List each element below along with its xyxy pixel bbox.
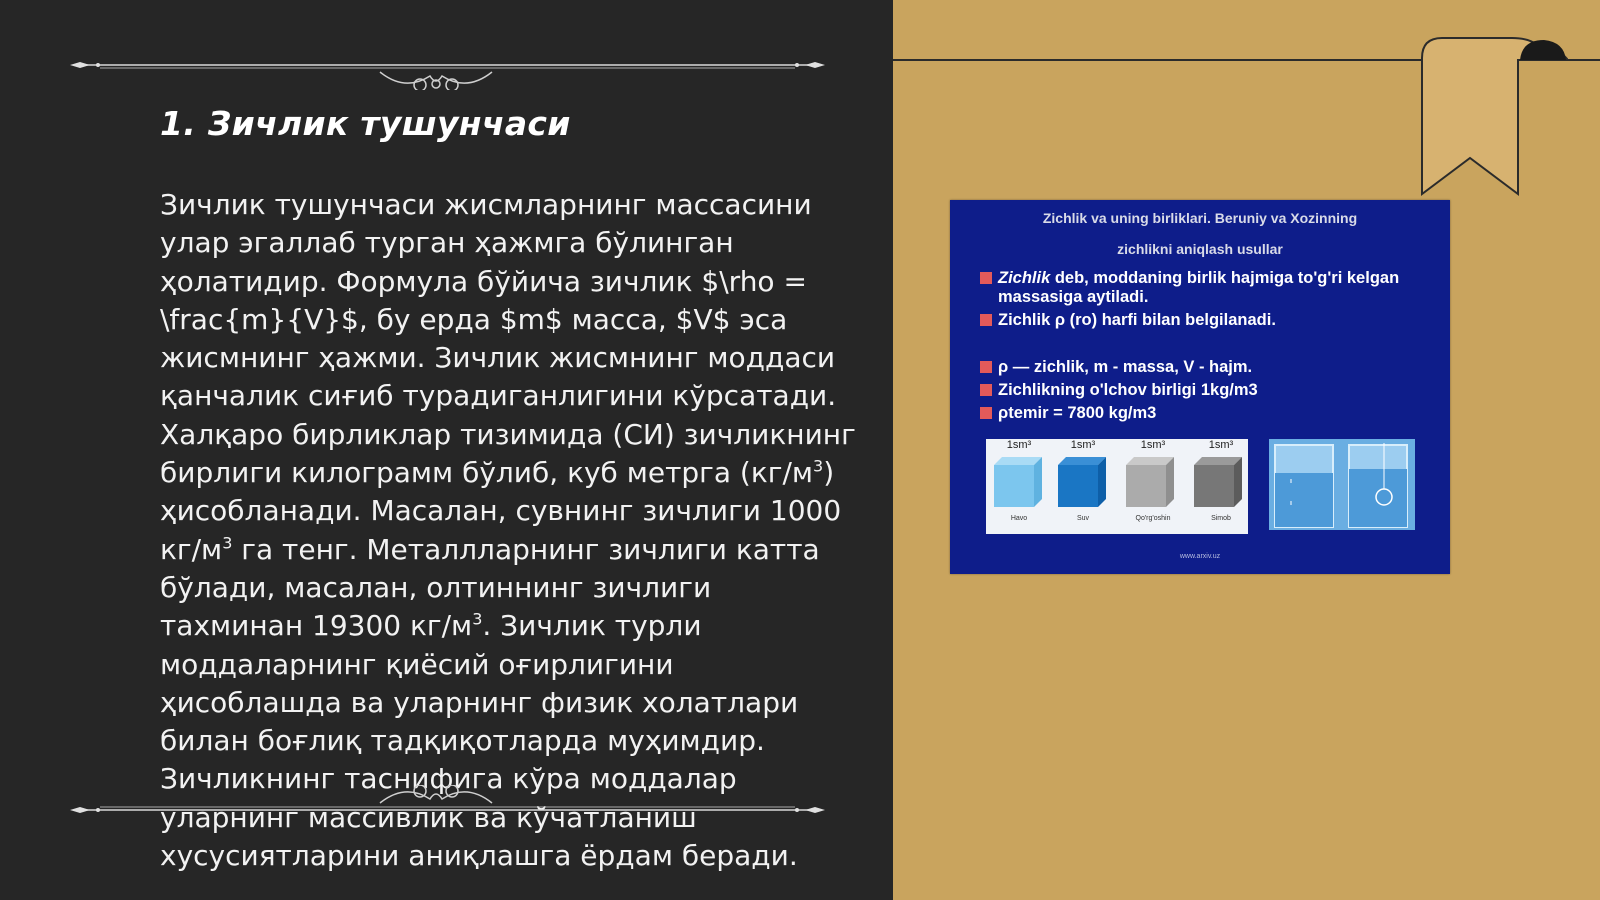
inset-title-line-2: zichlikni aniqlash usullar — [1117, 241, 1283, 257]
cube-volume-label: 1sm³ — [1208, 439, 1234, 451]
inset-bullet-4-text: Zichlikning o'lchov birligi 1kg/m3 — [998, 381, 1258, 399]
inset-source-footer: www.arxiv.uz — [1179, 553, 1221, 560]
material-label: Suv — [1076, 515, 1090, 522]
inset-bullet-3-text: ρ — zichlik, m - massa, V - hajm. — [998, 358, 1253, 376]
superscript-cube-3: 3 — [472, 609, 483, 629]
material-label: Qo'rg'oshin — [1135, 515, 1171, 522]
inset-bullet-2 — [980, 311, 1435, 330]
superscript-cube-1: 3 — [813, 456, 824, 476]
inset-bullet-5-text: ρtemir = 7800 kg/m3 — [998, 404, 1157, 422]
cube-volume-label: 1sm³ — [1070, 439, 1096, 451]
right-panel — [893, 0, 1600, 900]
mercury-cube-icon — [1190, 455, 1246, 511]
density-slide-image — [950, 200, 1450, 574]
material-label: Havo — [1010, 515, 1028, 522]
material-label: Simob — [1211, 515, 1231, 522]
inset-bullet-3 — [980, 358, 1435, 377]
bullet-square-icon — [980, 314, 992, 326]
inset-bullet-1-text: deb, moddaning birlik hajmiga to'g'ri kelgan massasiga aytiladi. — [998, 269, 1400, 306]
inset-bullet-4 — [980, 381, 1435, 400]
inset-bullet-2-text: Zichlik ρ (ro) harfi bilan belgilanadi. — [998, 311, 1276, 329]
slide-body-text — [160, 186, 860, 875]
lead-cube-icon — [1122, 455, 1178, 511]
cube-volume-label: 1sm³ — [1006, 439, 1032, 451]
cubes-comparison-image — [986, 439, 1248, 534]
inset-bullet-1-lead: Zichlik — [998, 269, 1051, 287]
body-text-part-1: Зичлик тушунчаси жисмларнинг массасини улар эгаллаб турган ҳажмга бўлинган ҳолатидир. Формула бўйича зичлик $\rho = \frac{m}{V}$, бу ерда $m$ масса, $V$ эса жисмнинг ҳажми. Зичлик жисмнинг моддаси қанчалик сиғиб турадиганлигини кўрсатади. Халқаро бирликлар тизимида (СИ) зичликнинг бирлиги килограмм бўлиб, куб метрга (кг/м — [160, 188, 856, 490]
bullet-square-icon — [980, 361, 992, 373]
inset-bullet-5 — [980, 404, 1435, 423]
air-cube-icon — [990, 455, 1046, 511]
cube-volume-label: 1sm³ — [1140, 439, 1166, 451]
body-text-part-4: . Зичлик турли моддаларнинг қиёсий оғирлигини ҳисоблашда ва уларнинг физик холатлари билан боғлиқ тадқиқотларда муҳимдир. Зичликнинг таснифига кўра моддалар уларнинг массивлик ва кўчатланиш хусусиятларини аниқлашга ёрдам беради. — [160, 609, 799, 873]
inset-bullet-1 — [980, 269, 1435, 307]
body-text-part-2: ) ҳисобланади. Масалан, сувнинг зичлиги 1000 кг/м — [160, 456, 842, 566]
body-text-part-3: га тенг. Металлларнинг зичлиги катта бўлади, масалан, олтиннинг зичлиги тахминан 19300 кг/м — [160, 532, 820, 643]
bullet-square-icon — [980, 407, 992, 419]
superscript-cube-2: 3 — [222, 533, 233, 553]
bookmark-ribbon-icon — [1416, 36, 1568, 198]
ornament-divider-bottom — [70, 785, 825, 835]
slide-title: 1. Зичлик тушунчаси — [160, 104, 571, 143]
bullet-square-icon — [980, 384, 992, 396]
ornament-divider-top — [70, 40, 825, 90]
inset-title-line-1: Zichlik va uning birliklari. Beruniy va Xozinning — [1042, 210, 1358, 226]
beakers-image — [1269, 439, 1415, 530]
water-cube-icon — [1054, 455, 1110, 511]
bullet-square-icon — [980, 272, 992, 284]
